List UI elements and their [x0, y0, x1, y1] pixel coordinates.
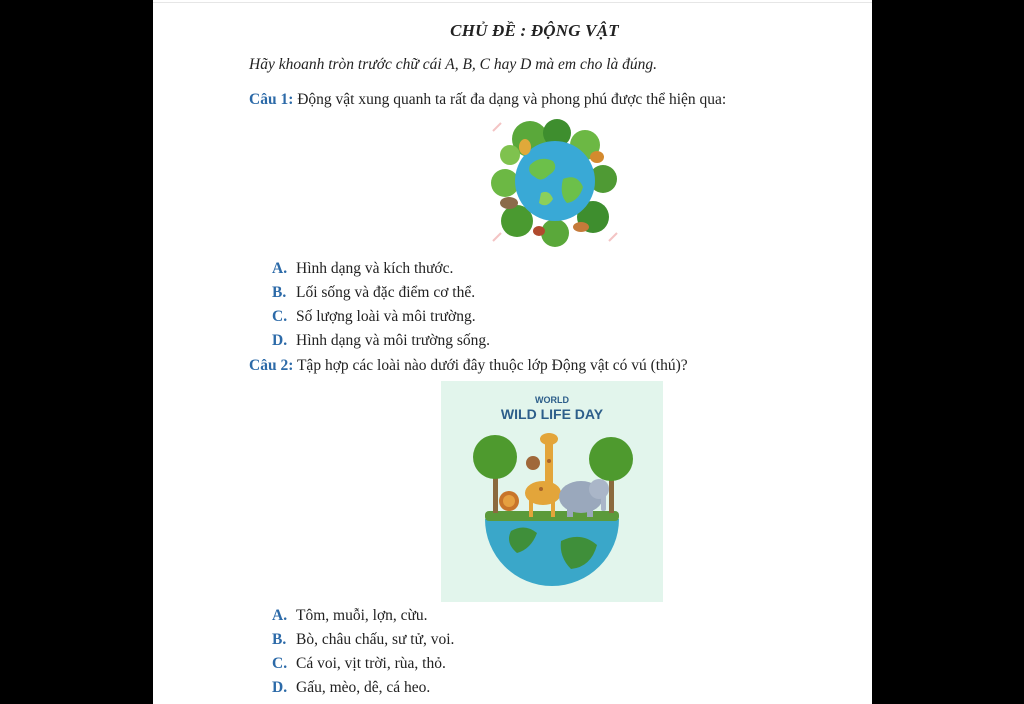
giraffe-head — [540, 433, 558, 445]
q1-option-b — [272, 284, 475, 302]
instruction-text: Hãy khoanh tròn trước chữ cái A, B, C hay D mà em cho là đúng. — [249, 56, 658, 73]
q1-option-d-letter: D. — [272, 332, 288, 349]
animal-shape — [500, 197, 518, 209]
question-2-text: Tập hợp các loài nào dưới đây thuộc lớp Động vật có vú (thú)? — [296, 357, 688, 374]
q1-option-d — [272, 332, 490, 350]
palm-leaves-left — [473, 435, 517, 479]
q2-option-a-letter: A. — [272, 607, 288, 624]
question-1 — [249, 91, 726, 109]
q2-option-d-text: Gấu, mèo, dê, cá heo. — [296, 679, 431, 696]
q2-option-b — [272, 631, 454, 649]
page-top-border — [153, 2, 872, 3]
earth-animals-illustration — [485, 117, 625, 249]
q1-option-b-letter: B. — [272, 284, 287, 301]
wild-life-day-illustration — [441, 381, 663, 602]
q1-option-a — [272, 260, 453, 278]
q1-option-c-text: Số lượng loài và môi trường. — [296, 308, 476, 325]
q2-option-d-letter: D. — [272, 679, 288, 696]
question-1-label: Câu 1: — [249, 91, 294, 108]
q1-option-b-text: Lối sống và đặc điểm cơ thể. — [296, 284, 476, 301]
question-2-label: Câu 2: — [249, 357, 294, 374]
q1-option-a-letter: A. — [272, 260, 288, 277]
q2-option-c-letter: C. — [272, 655, 288, 672]
page-title: CHỦ ĐỀ : ĐỘNG VẬT — [450, 21, 619, 40]
world-text: WORLD — [535, 395, 569, 405]
question-1-text: Động vật xung quanh ta rất đa dạng và phong phú được thể hiện qua: — [297, 91, 727, 108]
wild-life-day-text: WILD LIFE DAY — [500, 406, 604, 422]
q2-option-a-text: Tôm, muỗi, lợn, cừu. — [296, 607, 428, 624]
q2-option-a — [272, 607, 428, 625]
q2-option-d — [272, 679, 430, 697]
monkey — [526, 456, 540, 470]
elephant-trunk — [601, 493, 606, 511]
q1-option-c-letter: C. — [272, 308, 288, 325]
q2-option-b-letter: B. — [272, 631, 287, 648]
document-page — [153, 0, 872, 704]
q2-option-c-text: Cá voi, vịt trời, rùa, thỏ. — [296, 655, 446, 672]
q2-option-b-text: Bò, châu chấu, sư tử, voi. — [296, 631, 455, 648]
palm-leaves-right — [589, 437, 633, 481]
q2-option-c — [272, 655, 446, 673]
q1-option-a-text: Hình dạng và kích thước. — [296, 260, 454, 277]
question-2 — [249, 357, 688, 375]
q1-option-c — [272, 308, 476, 326]
q1-option-d-text: Hình dạng và môi trường sống. — [296, 332, 490, 349]
